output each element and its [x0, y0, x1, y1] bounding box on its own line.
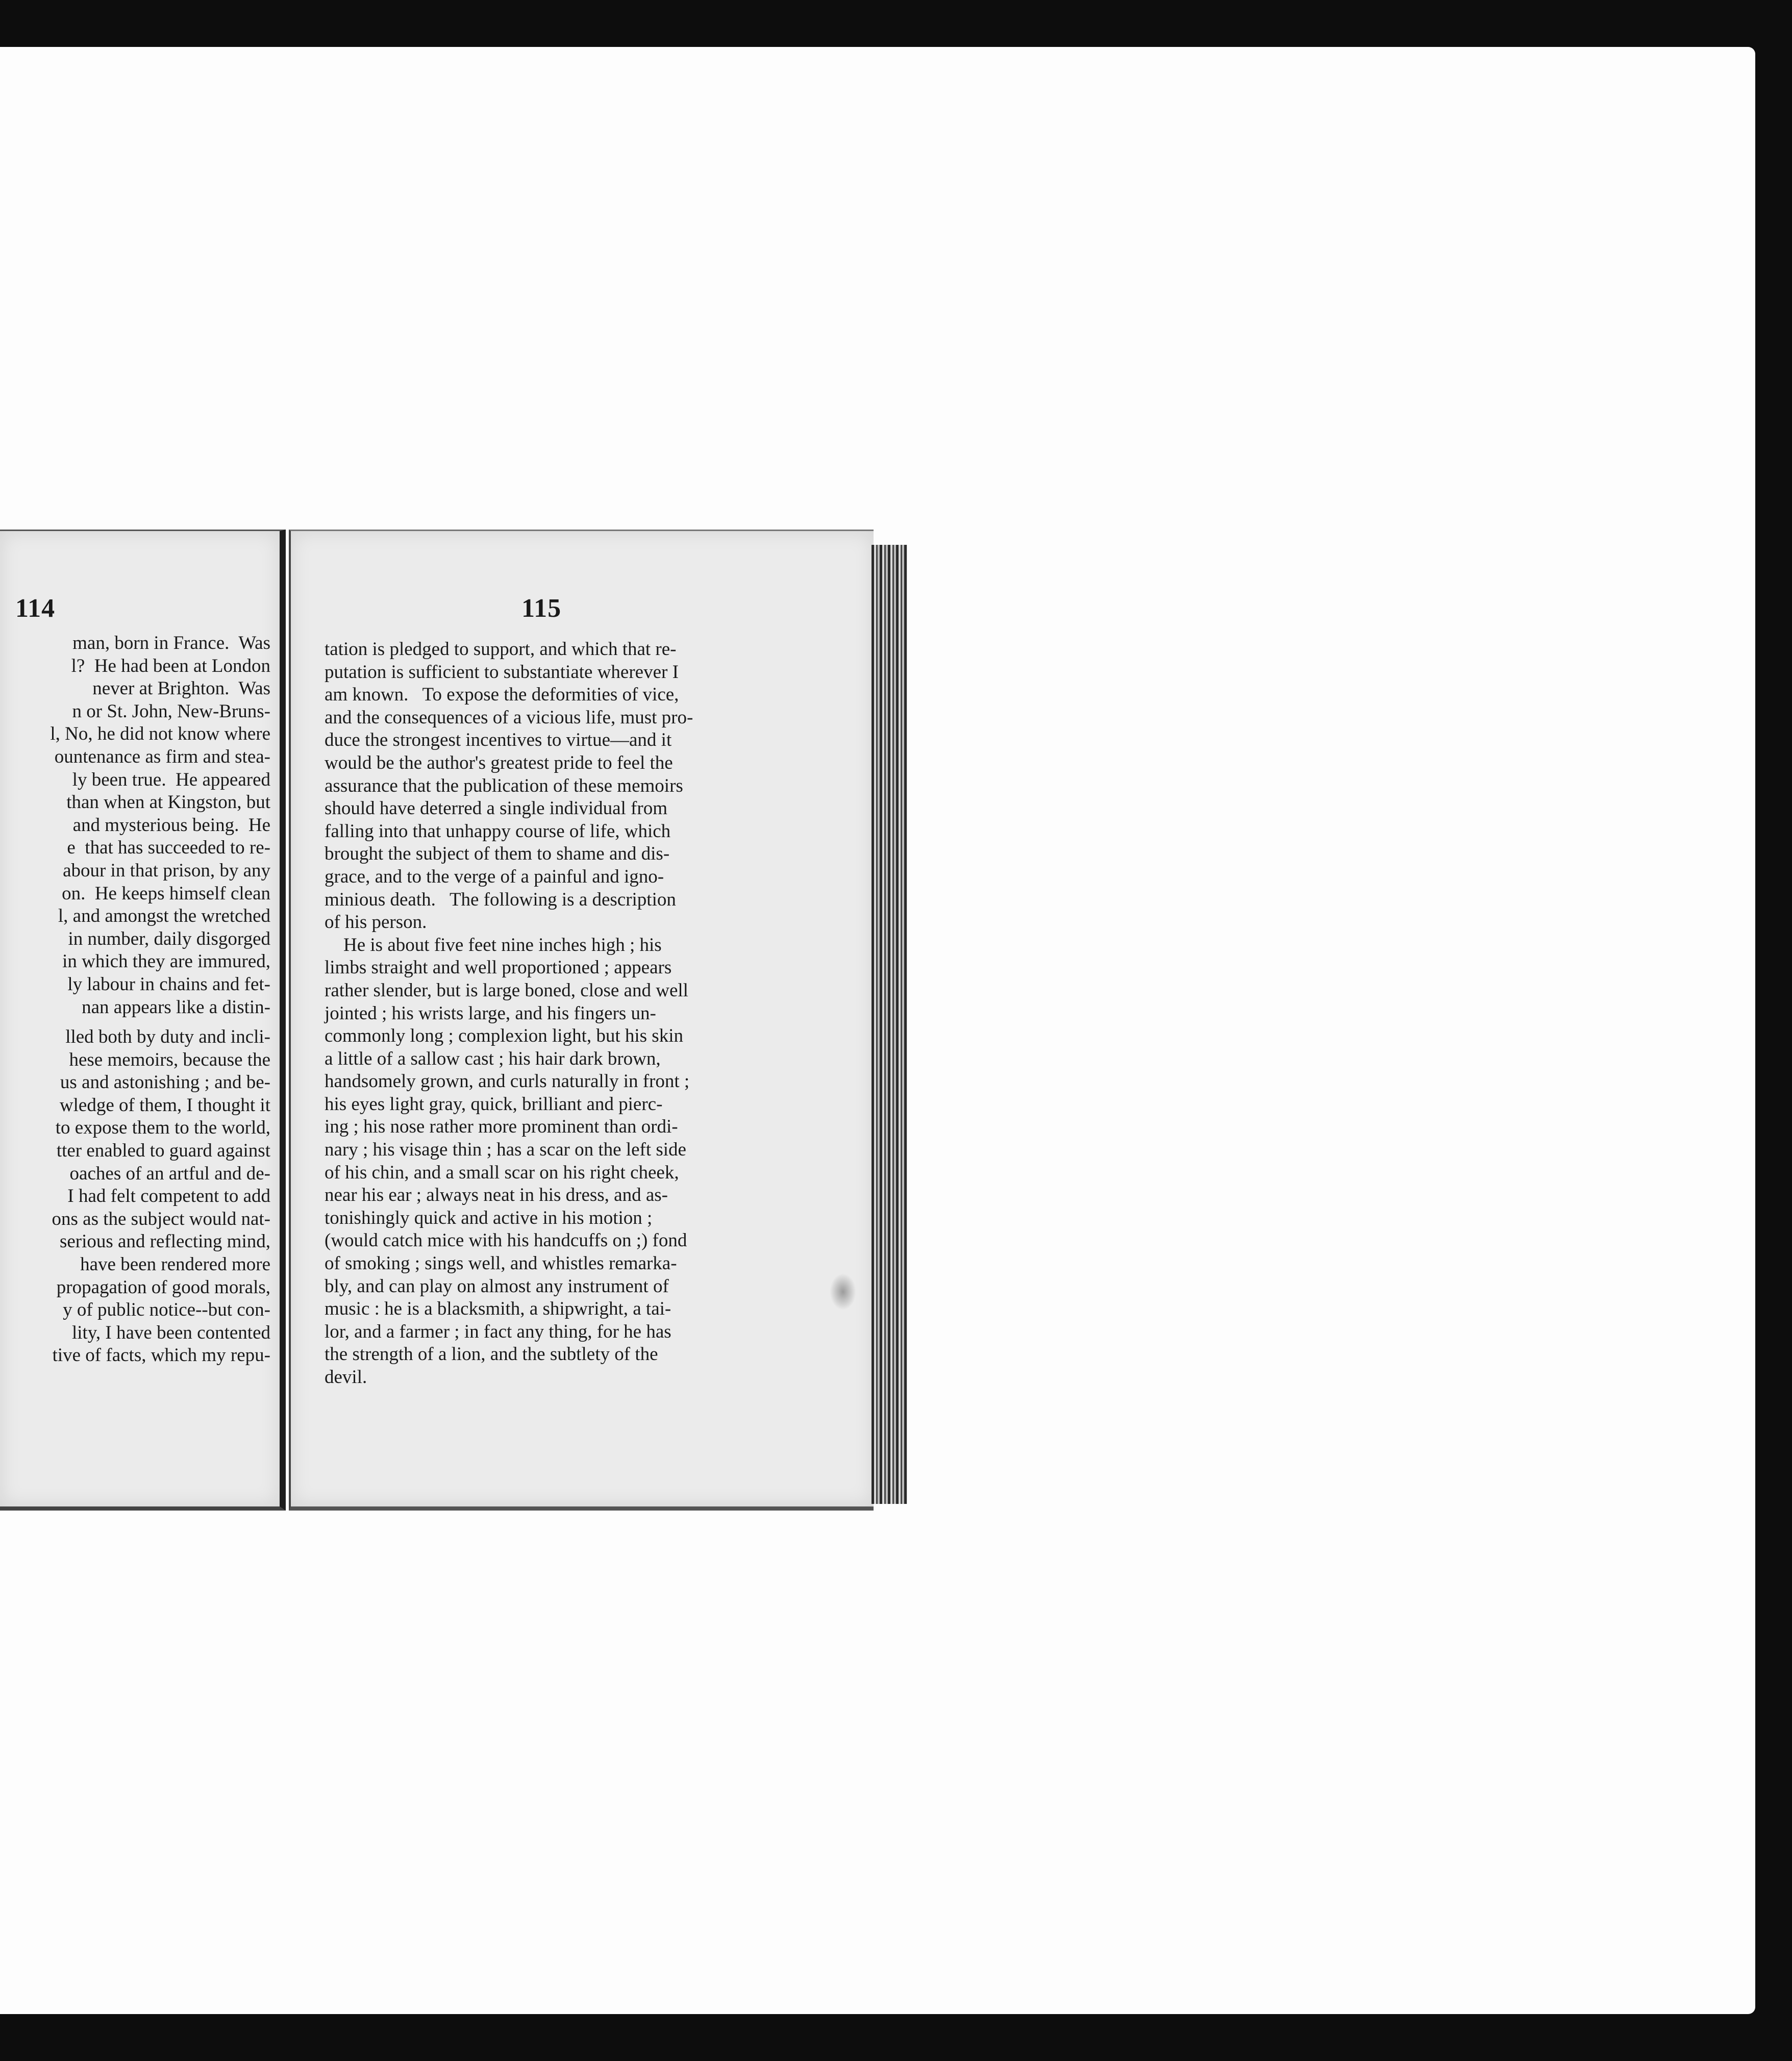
- left-page-text-line: ountenance as firm and stea-: [54, 746, 270, 767]
- left-page-text-line: l, and amongst the wretched: [58, 906, 270, 927]
- left-page-text-line: abour in that prison, by any: [63, 860, 270, 881]
- left-page-text-line: n or St. John, New-Bruns-: [72, 700, 270, 722]
- left-page-text-line: hese memoirs, because the: [69, 1049, 270, 1070]
- right-page-text-line: tonishingly quick and active in his motion ;: [325, 1207, 653, 1228]
- right-page-text-line: rather slender, but is large boned, close and well: [325, 979, 688, 1001]
- left-page-text-line: oaches of an artful and de-: [69, 1163, 270, 1184]
- left-page-text-line: ons as the subject would nat-: [52, 1208, 270, 1229]
- left-page-text-line: propagation of good morals,: [56, 1276, 270, 1298]
- left-page-text-line: never at Brighton. Was: [92, 678, 270, 699]
- right-page-text-line: duce the strongest incentives to virtue—and it: [325, 730, 672, 751]
- left-page-text-line: nan appears like a distin-: [82, 996, 270, 1018]
- left-page-text-line: than when at Kingston, but: [66, 792, 270, 813]
- left-page-text: [0, 632, 270, 1367]
- right-page-text-line: his eyes light gray, quick, brilliant and pierc-: [325, 1093, 663, 1115]
- right-page-text-line: a little of a sallow cast ; his hair dark brown,: [325, 1048, 661, 1069]
- right-page: [289, 530, 874, 1511]
- right-page-text-line: ing ; his nose rather more prominent than ordi-: [325, 1116, 678, 1138]
- right-page-text-line: falling into that unhappy course of life, which: [325, 820, 671, 842]
- left-page-text-line: I had felt competent to add: [67, 1186, 270, 1207]
- left-page-text-line: ly been true. He appeared: [72, 769, 270, 790]
- left-page-text-line: l, No, he did not know where: [50, 723, 270, 745]
- left-page-text-line: lity, I have been contented: [71, 1322, 270, 1343]
- left-page-text-line: to expose them to the world,: [55, 1117, 270, 1139]
- right-page-text-line: (would catch mice with his handcuffs on ;) fond: [325, 1230, 687, 1251]
- right-page-text-line: commonly long ; complexion light, but his skin: [325, 1025, 683, 1047]
- right-page-text-line: limbs straight and well proportioned ; appears: [325, 957, 672, 978]
- right-page-text-line: putation is sufficient to substantiate wherever I: [325, 661, 679, 683]
- right-page-text-line: near his ear ; always neat in his dress, and as-: [325, 1185, 668, 1206]
- book-fore-edge: [872, 545, 907, 1504]
- right-page-text-line: tation is pledged to support, and which that re-: [325, 639, 677, 660]
- left-page-text-line: and mysterious being. He: [72, 814, 270, 836]
- right-page-text-line: assurance that the publication of these memoirs: [325, 775, 683, 796]
- right-page-text-line: handsomely grown, and curls naturally in front ;: [325, 1071, 690, 1092]
- left-page-text-line: [0, 1019, 270, 1026]
- left-page-text-line: l? He had been at London: [71, 655, 270, 676]
- left-page-number: 114: [15, 594, 56, 623]
- left-page-text-line: y of public notice--but con-: [63, 1299, 270, 1321]
- right-page-text: [325, 638, 764, 1389]
- right-page-text-line: bly, and can play on almost any instrument of: [325, 1275, 669, 1297]
- left-page-text-line: in number, daily disgorged: [68, 928, 270, 949]
- right-page-text-line: minious death. The following is a description: [325, 889, 676, 910]
- right-page-text-line: and the consequences of a vicious life, must pro-: [325, 707, 693, 728]
- right-page-text-line: of his chin, and a small scar on his right cheek,: [325, 1162, 679, 1183]
- left-page-text-line: ly labour in chains and fet-: [67, 973, 270, 995]
- left-page-text-line: e that has succeeded to re-: [67, 837, 270, 859]
- left-page-text-line: serious and reflecting mind,: [59, 1231, 270, 1252]
- right-page-text-line: of smoking ; sings well, and whistles remarka-: [325, 1253, 677, 1274]
- left-page-text-line: in which they are immured,: [62, 951, 270, 972]
- right-page-text-line: nary ; his visage thin ; has a scar on the left side: [325, 1139, 686, 1161]
- book-spread: [0, 530, 913, 1505]
- right-page-text-line: should have deterred a single individual from: [325, 798, 667, 819]
- left-page-text-line: lled both by duty and incli-: [65, 1026, 270, 1048]
- left-page-text-line: tter enabled to guard against: [56, 1140, 270, 1162]
- left-page-text-line: man, born in France. Was: [72, 633, 270, 654]
- right-page-text-line: grace, and to the verge of a painful and igno-: [325, 866, 664, 887]
- left-page-text-line: have been rendered more: [80, 1254, 270, 1275]
- left-page: [0, 530, 286, 1511]
- ink-blot: [830, 1273, 856, 1310]
- right-page-text-line: He is about five feet nine inches high ; his: [325, 934, 662, 956]
- left-page-text-line: wledge of them, I thought it: [59, 1094, 270, 1116]
- left-page-text-line: on. He keeps himself clean: [62, 883, 270, 904]
- right-page-text-line: lor, and a farmer ; in fact any thing, for he has: [325, 1321, 671, 1342]
- right-page-text-line: music : he is a blacksmith, a shipwright, a tai-: [325, 1298, 671, 1320]
- right-page-text-line: brought the subject of them to shame and dis-: [325, 843, 670, 865]
- right-page-text-line: the strength of a lion, and the subtlety of the: [325, 1344, 658, 1365]
- left-page-text-line: tive of facts, which my repu-: [52, 1345, 270, 1366]
- left-page-text-line: us and astonishing ; and be-: [60, 1072, 270, 1093]
- right-page-text-line: of his person.: [325, 912, 427, 933]
- right-page-text-line: am known. To expose the deformities of vice,: [325, 684, 679, 706]
- right-page-text-line: jointed ; his wrists large, and his fingers un-: [325, 1002, 656, 1024]
- right-page-number: 115: [521, 594, 562, 623]
- right-page-text-line: devil.: [325, 1367, 367, 1388]
- right-page-text-line: would be the author's greatest pride to feel the: [325, 752, 673, 773]
